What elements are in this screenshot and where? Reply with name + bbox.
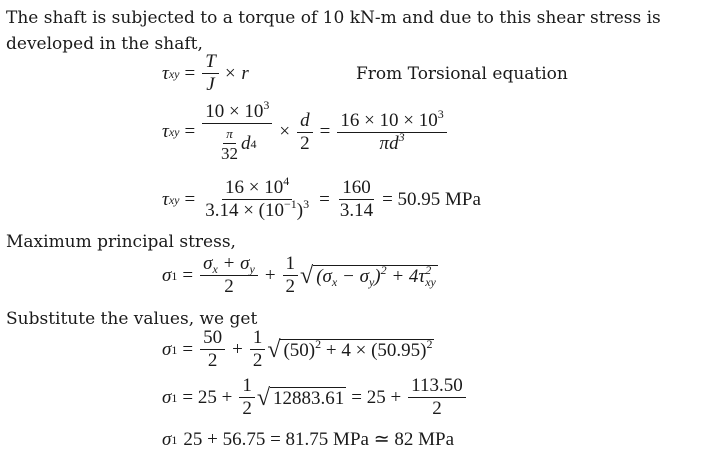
eq4-rad-a: (σ	[316, 265, 332, 287]
eq4-half-den: 2	[285, 276, 296, 297]
eq4-lhs: σ	[162, 264, 172, 286]
eq5-fraction-half	[250, 328, 266, 371]
eq1-note: From Torsional equation	[356, 64, 568, 84]
eq2-fraction-b	[337, 106, 446, 154]
intro-line-2: developed in the shaft,	[6, 34, 203, 54]
eq6-fraction	[408, 376, 466, 419]
eq1-lhs: τ	[162, 62, 169, 84]
equation-shear-result: τ xy = $\frac{16 \times 10^4}{3.14 \times (10^{-1})^3}$ = $\frac{160}{3.14}$ = 50.95 MPa	[162, 174, 481, 221]
eq3-fraction-a	[202, 174, 312, 221]
eq2-mid-num: d	[297, 111, 313, 133]
eq7-lhs: σ	[162, 428, 172, 450]
eq4-tau-sub: xy	[425, 274, 436, 289]
eq4-num-a: σ	[203, 253, 213, 274]
eq2-den-d: d	[241, 132, 251, 154]
eq3-result: = 50.95 MPa	[382, 188, 481, 210]
eq5-rad-a-sup: 2	[315, 336, 322, 351]
eq5-half-den: 2	[252, 350, 263, 371]
eq3-fraction-b	[337, 178, 376, 221]
eq6-den: 2	[432, 398, 442, 419]
eq4-num-sub-y: y	[249, 262, 255, 276]
eq4-num-plus: + σ	[217, 253, 250, 274]
eq6-sqrt: √ 12883.61	[256, 384, 345, 411]
equation-simplified: σ 1 = 25 + $\frac{1}{2}$ √ 12883.61 = 25 + $\frac{113.50}{2}$	[162, 376, 468, 419]
eq2-lhs: τ	[162, 121, 169, 142]
equation-substitution: σ 1 = $\frac{50}{2}$ + $\frac{1}{2}$ √ $(50)^2 + 4 \times (50.95)^2$	[162, 327, 433, 371]
eq4-sqrt: √ $(\sigma_x - \sigma_y)^2 + 4\tau^2_{xy}$	[300, 262, 436, 289]
equation-shear-substituted: τ xy = $10 \times 10^3$ $\frac{\pi}{32}$ d 4 × $\frac{d}{2}$ = $\frac{16 \times 10 \times 10^3}{\pi d^3}$	[162, 102, 449, 162]
eq4-num-sub-x: x	[212, 262, 218, 276]
eq5-lhs: σ	[162, 338, 172, 360]
eq5-rad-b: + 4 × (50.95)	[321, 339, 427, 361]
eq1-fraction	[202, 52, 219, 95]
eq5-rad-b-sup: 2	[426, 336, 433, 351]
eq2-den-b: πd	[379, 132, 399, 154]
eq6-lhs: σ	[162, 386, 172, 408]
eq6-half-num: 1	[239, 376, 255, 398]
eq2-num-a-sup: 3	[263, 98, 270, 112]
eq3-den-close: )	[296, 200, 304, 221]
eq4-fraction-a	[200, 254, 258, 297]
eq2-num-a: 10 × 10	[205, 101, 264, 122]
intro-line-1: The shaft is subjected to a torque of 10 kN-m and due to this shear stress is	[6, 8, 661, 28]
eq6-num: 113.50	[408, 376, 466, 398]
eq6-rad: 12883.61	[270, 387, 346, 409]
eq5-rad-a: (50)	[283, 339, 316, 361]
eq2-den-32: 32	[221, 144, 239, 163]
eq4-rad-sup: 2	[380, 262, 387, 277]
eq4-half-num: 1	[283, 254, 299, 276]
eq5-fraction-a	[200, 328, 225, 371]
eq4-rad-plus: + 4τ	[386, 265, 426, 287]
eq4-den-a: 2	[224, 276, 234, 297]
eq4-rad-minus: − σ	[337, 265, 369, 287]
eq7-expr: 25 + 56.75 = 81.75 MPa ≃ 82 MPa	[183, 429, 455, 450]
eq5-sqrt: √ $(50)^2 + 4 \times (50.95)^2$	[267, 336, 433, 363]
eq3-num-a-sup: 4	[283, 174, 290, 188]
eq3-den-inner-sup: −1	[283, 197, 297, 211]
eq4-rad-sub-x: x	[331, 274, 338, 289]
eq2-fraction-mid	[297, 111, 313, 154]
eq3-lhs: τ	[162, 188, 169, 210]
eq4-rad-sub-y: y	[368, 274, 375, 289]
eq6-b: = 25 +	[351, 386, 402, 408]
equation-principal-stress: σ 1 = $\frac{\sigma_x + \sigma_y}{2}$ + $\frac{1}{2}$ √ $(\sigma_x - \sigma_y)^2 + 4\tau^2_{xy}$	[162, 253, 436, 297]
eq3-num-b: 160	[339, 178, 374, 200]
substitute-heading: Substitute the values, we get	[6, 309, 258, 329]
eq1-tail: × r	[223, 62, 249, 84]
eq2-den-b-sup: 3	[398, 129, 405, 144]
eq4-tau-sup: 2	[425, 262, 432, 277]
eq2-fraction-a: $10 \times 10^3$ $\frac{\pi}{32}$ d 4	[202, 102, 272, 162]
eq6-half-den: 2	[242, 398, 252, 419]
eq3-num-a: 16 × 10	[225, 177, 284, 198]
eq5-num-a: 50	[200, 328, 225, 350]
eq6-a: = 25 +	[182, 386, 233, 408]
equation-torsion: τ xy = $\frac{T}{J}$ × r	[162, 51, 249, 95]
equation-final: σ 1 25 + 56.75 = 81.75 MPa ≃ 82 MPa	[162, 428, 455, 450]
eq3-den-b: 3.14	[339, 200, 374, 221]
eq2-num-b-sup: 3	[437, 106, 444, 121]
eq3-den-a: 3.14 × (10	[205, 200, 284, 221]
eq5-den-a: 2	[207, 350, 218, 371]
eq5-half-num: 1	[250, 328, 266, 350]
eq2-num-b: 16 × 10 × 10	[340, 109, 438, 131]
eq3-den-sup: 3	[303, 197, 310, 211]
eq2-den-pi: π	[223, 125, 236, 144]
eq2-mid-den: 2	[300, 132, 310, 154]
eq4-rad-close: )	[374, 265, 381, 287]
eq6-fraction-half	[239, 376, 255, 419]
eq1-den: J	[206, 74, 215, 95]
max-principal-heading: Maximum principal stress,	[6, 232, 236, 252]
eq1-num: T	[202, 52, 219, 74]
eq4-fraction-half	[283, 254, 299, 297]
